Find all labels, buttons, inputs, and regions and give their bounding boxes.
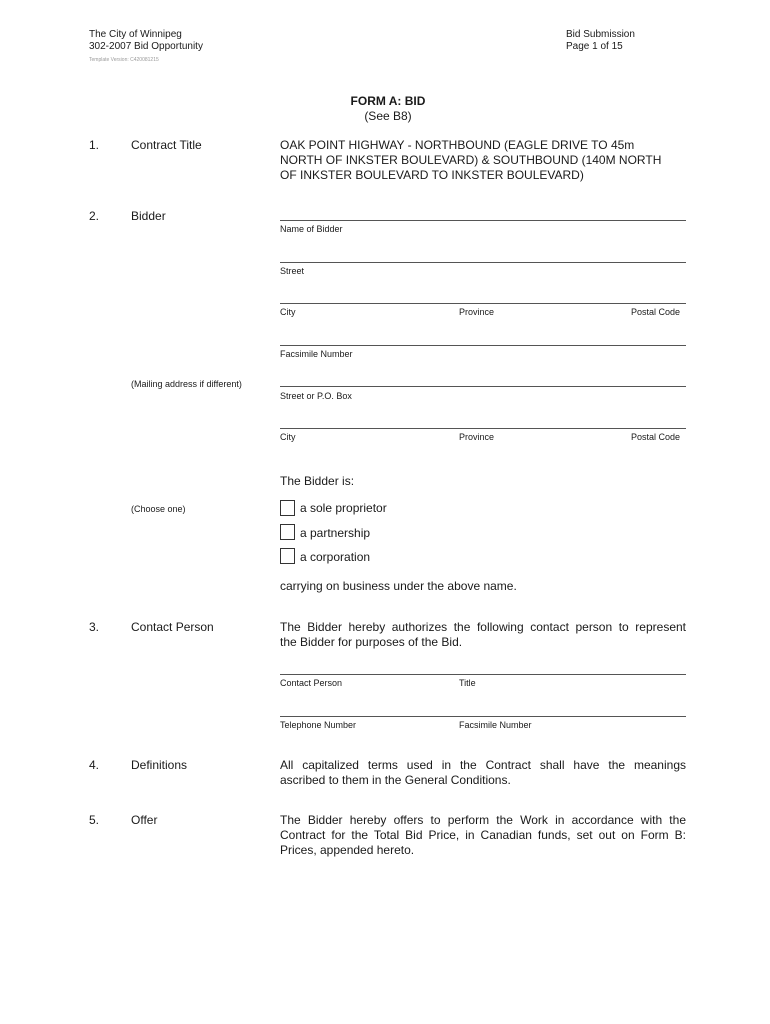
section-2-label: Bidder xyxy=(131,209,166,223)
definitions-text xyxy=(280,758,686,788)
header-right xyxy=(566,29,635,53)
mailing-address-note: (Mailing address if different) xyxy=(131,379,242,389)
definitions-line: All capitalized terms used in the Contract shall have the meanings xyxy=(280,758,686,772)
contact-text-line: the Bidder for purposes of the Bid. xyxy=(280,635,463,649)
offer-text xyxy=(280,813,686,858)
partnership-label: a partnership xyxy=(300,526,371,540)
offer-line: The Bidder hereby offers to perform the Work in accordance with the xyxy=(280,813,686,827)
contract-title-text xyxy=(280,138,690,183)
phone-fax-line[interactable] xyxy=(280,716,686,717)
mailing-city-line[interactable] xyxy=(280,428,686,429)
sole-proprietor-label: a sole proprietor xyxy=(300,501,387,515)
facsimile-label-2: Facsimile Number xyxy=(459,720,532,730)
telephone-label: Telephone Number xyxy=(280,720,357,730)
section-5-number: 5. xyxy=(89,813,100,827)
contact-text-line: The Bidder hereby authorizes the following contact person to represent xyxy=(280,620,686,634)
city-name: The City of Winnipeg xyxy=(89,29,182,40)
carrying-on-text: carrying on business under the above name. xyxy=(280,579,517,593)
bidder-is-text: The Bidder is: xyxy=(280,474,355,488)
postal-code-label: Postal Code xyxy=(631,307,681,317)
street-po-label: Street or P.O. Box xyxy=(280,391,352,401)
contract-title-line: OF INKSTER BOULEVARD TO INKSTER BOULEVARD) xyxy=(280,168,584,182)
page-number: Page 1 of 15 xyxy=(566,41,623,52)
name-of-bidder-label: Name of Bidder xyxy=(280,224,343,234)
section-4-label: Definitions xyxy=(131,758,188,772)
province-label-2: Province xyxy=(459,432,495,442)
section-1-number: 1. xyxy=(89,138,100,152)
contact-title-line[interactable] xyxy=(280,674,686,675)
city-label: City xyxy=(280,307,296,317)
corporation-checkbox[interactable] xyxy=(280,548,295,564)
header-left xyxy=(89,29,203,53)
form-subtitle: (See B8) xyxy=(364,109,412,123)
mailing-street-line[interactable] xyxy=(280,386,686,387)
province-label: Province xyxy=(459,307,495,317)
contact-person-label: Contact Person xyxy=(280,678,343,688)
bid-submission: Bid Submission xyxy=(566,29,635,40)
sole-proprietor-checkbox[interactable] xyxy=(280,500,295,516)
partnership-checkbox[interactable] xyxy=(280,524,295,540)
street-label: Street xyxy=(280,266,305,276)
street-line[interactable] xyxy=(280,262,686,263)
section-5-label: Offer xyxy=(131,813,158,827)
template-version: Template Version: C420081215 xyxy=(89,57,159,63)
choose-one-note: (Choose one) xyxy=(131,504,186,514)
city-label-2: City xyxy=(280,432,296,442)
section-3-number: 3. xyxy=(89,620,100,634)
name-of-bidder-line[interactable] xyxy=(280,220,686,221)
contract-title-line: OAK POINT HIGHWAY - NORTHBOUND (EAGLE DRIVE TO 45m xyxy=(280,138,635,152)
section-2-number: 2. xyxy=(89,209,100,223)
section-3-label: Contact Person xyxy=(131,620,214,634)
facsimile-label: Facsimile Number xyxy=(280,349,353,359)
title-label: Title xyxy=(459,678,476,688)
facsimile-line[interactable] xyxy=(280,345,686,346)
bid-opportunity: 302-2007 Bid Opportunity xyxy=(89,41,203,52)
offer-line: Prices, appended hereto. xyxy=(280,843,415,857)
section-1-label: Contract Title xyxy=(131,138,202,152)
contact-person-text xyxy=(280,620,686,650)
section-4-number: 4. xyxy=(89,758,100,772)
city-province-postal-line[interactable] xyxy=(280,303,686,304)
definitions-line: ascribed to them in the General Conditions. xyxy=(280,773,511,787)
postal-code-label-2: Postal Code xyxy=(631,432,681,442)
offer-line: Contract for the Total Bid Price, in Canadian funds, set out on Form B: xyxy=(280,828,686,842)
contract-title-line: NORTH OF INKSTER BOULEVARD) & SOUTHBOUND (140M NORTH xyxy=(280,153,662,167)
corporation-label: a corporation xyxy=(300,550,371,564)
form-title: FORM A: BID xyxy=(350,94,426,108)
